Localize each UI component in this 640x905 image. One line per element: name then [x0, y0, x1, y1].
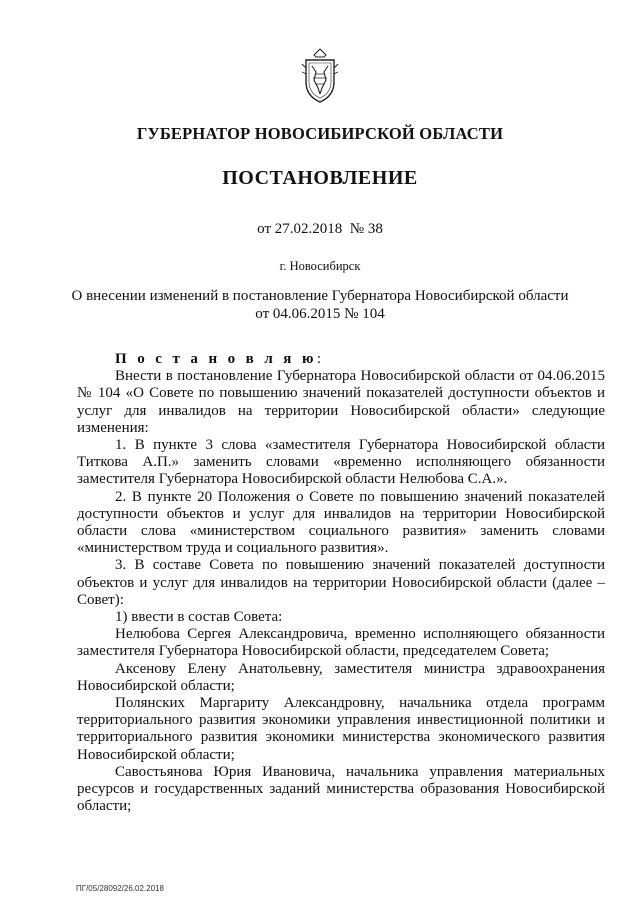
document-type-title: ПОСТАНОВЛЕНИЕ — [222, 167, 418, 189]
city-line: г. Новосибирск — [279, 259, 361, 273]
subject-line-1: О внесении изменений в постановление Губернатора Новосибирской области — [71, 288, 569, 304]
member-3-paragraph: Полянских Маргариту Александровну, начальника отдела программ территориального развития экономики управления инвестиционной политики и территориального развития экономики министерства экономического развития Новосибирской области; — [77, 695, 605, 763]
member-2-paragraph: Аксенову Елену Анатольевну, заместителя министра здравоохранения Новосибирской области; — [77, 660, 605, 694]
document-date-number: от 27.02.2018 № 38 — [257, 221, 383, 237]
intro-paragraph: Внести в постановление Губернатора Новосибирской области от 04.06.2015 № 104 «О Совете по повышению значений показателей доступности объектов и услуг для инвалидов на территории Новосибирской области» следующие изменения: — [77, 368, 605, 436]
coat-of-arms-emblem — [300, 48, 340, 104]
decree-heading — [77, 351, 605, 368]
subject-line-2: от 04.06.2015 № 104 — [255, 306, 385, 322]
document-footer-code: ПГ/05/28092/26.02.2018 — [76, 884, 164, 893]
document-body — [77, 351, 605, 815]
member-4-paragraph: Савостьянова Юрия Ивановича, начальника управления материальных ресурсов и государственных заданий министерства образования Новосибирской области; — [77, 763, 605, 815]
document-subject — [0, 287, 640, 323]
item-3-paragraph: 3. В составе Совета по повышению значений показателей доступности объектов и услуг для инвалидов на территории Новосибирской области (далее – Совет): — [77, 557, 605, 608]
decree-punctuation: : — [316, 351, 322, 367]
subitem-1-paragraph: 1) ввести в состав Совета: — [115, 609, 283, 626]
item-2-paragraph: 2. В пункте 20 Положения о Совете по повышению значений показателей доступности объектов и услуг для инвалидов на территории Новосибирской области слова «министерством социального развития» заменить словами «министерством труда и социального развития». — [77, 488, 605, 557]
item-1-paragraph: 1. В пункте 3 слова «заместителя Губернатора Новосибирской области Титкова А.П.» заменить словами «временно исполняющего обязанности заместителя Губернатора Новосибирской области Нелюбова С.А.». — [77, 437, 605, 488]
member-1-paragraph: Нелюбова Сергея Александровича, временно исполняющего обязанности заместителя Губернатора Новосибирской области, председателем Совета; — [77, 626, 605, 660]
authority-heading: ГУБЕРНАТОР НОВОСИБИРСКОЙ ОБЛАСТИ — [136, 124, 504, 143]
decree-word: П о с т а н о в л я ю — [115, 351, 317, 367]
